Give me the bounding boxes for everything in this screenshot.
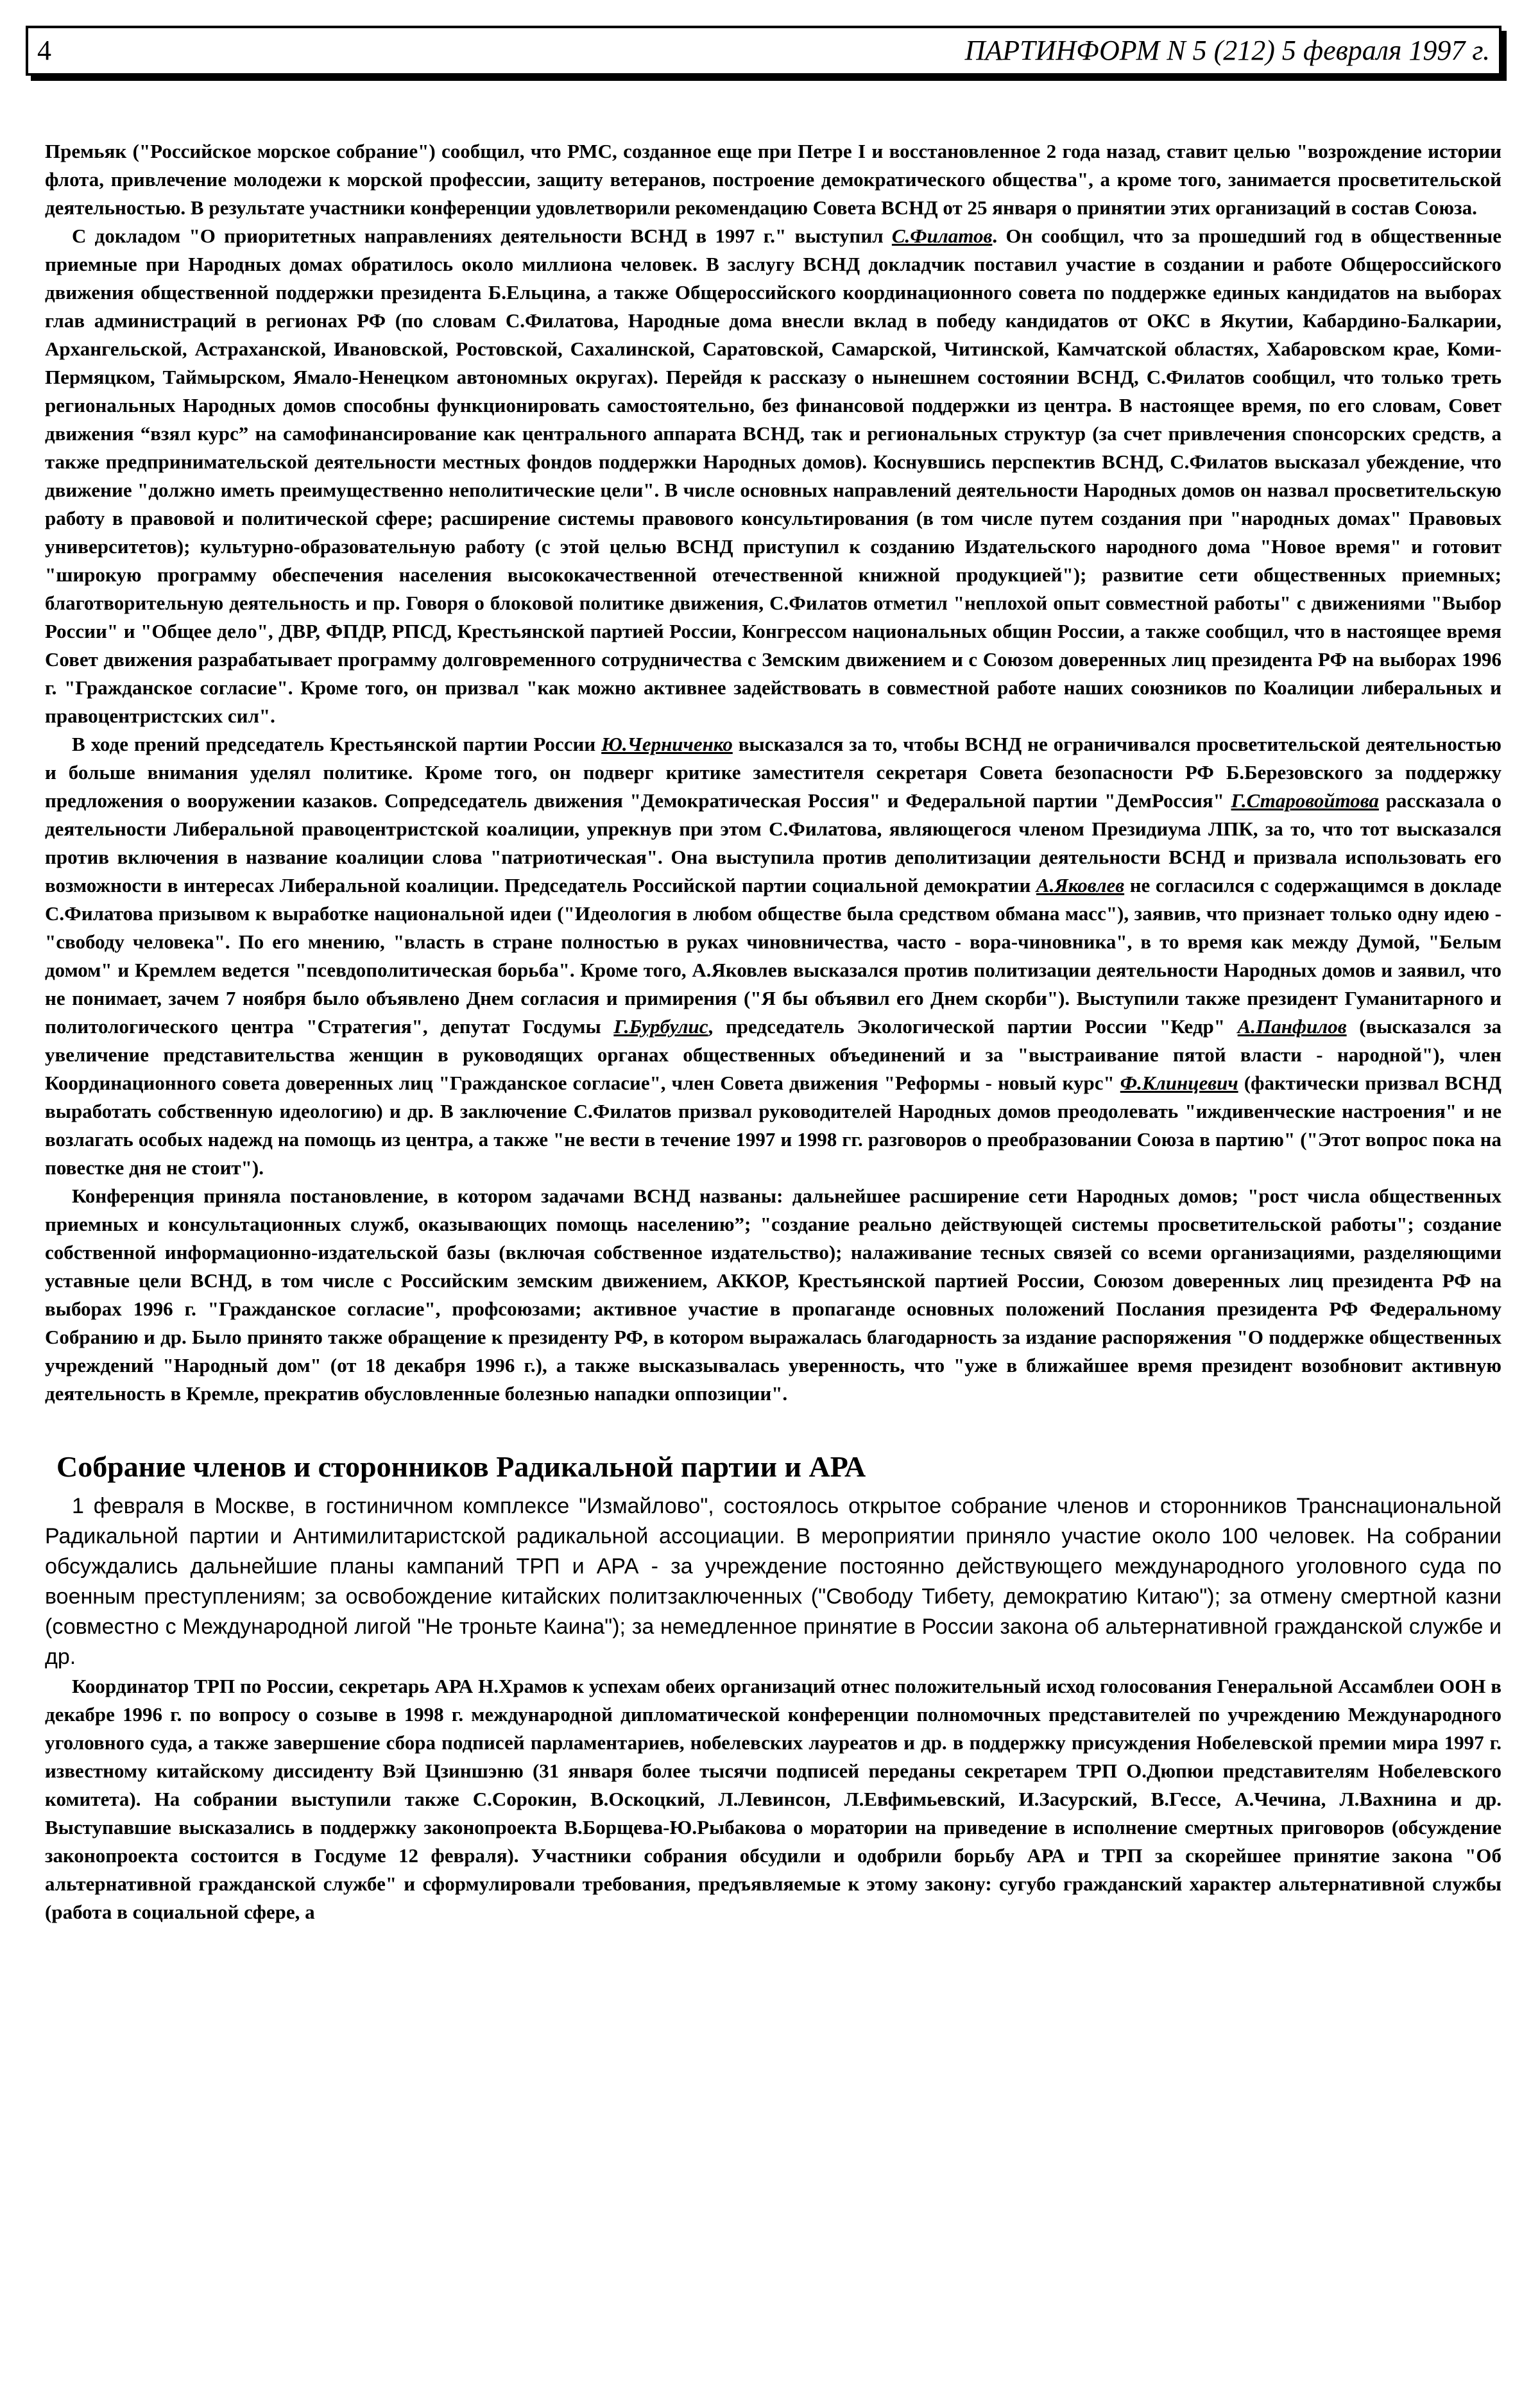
text-run: С докладом "О приоритетных направлениях деятельности ВСНД в 1997 г." выступил <box>72 225 892 247</box>
page-header <box>26 26 1502 76</box>
article-lead <box>26 1491 1502 1672</box>
newspaper-page <box>26 26 1502 1926</box>
person-name: Г.Старовойтова <box>1231 789 1379 812</box>
text-run: , председатель Экологической партии России "Кедр" <box>708 1015 1238 1038</box>
article-body <box>26 1672 1502 1926</box>
publication-title: ПАРТИНФОРМ N 5 (212) 5 февраля 1997 г. <box>964 35 1490 66</box>
person-name: С.Филатов <box>891 225 993 247</box>
person-name: Ю.Черниченко <box>601 733 733 755</box>
person-name: А.Яковлев <box>1036 874 1125 896</box>
paragraph: Премьяк ("Российское морское собрание") сообщил, что РМС, созданное еще при Петре I и восстановленное 2 года назад, ставит целью "возрождение истории флота, привлечение молодежи к морской профессии, защиту ветеранов, построение демократического общества", а кроме того, занимается просветительской деятельностью. В результате участники конференции удовлетворили рекомендацию Совета ВСНД от 25 января о принятии этих организаций в состав Союза. <box>45 140 1502 219</box>
text-run: высказался за то, чтобы ВСНД не ограничивался просветительской деятельностью и больше внимания уделял политике. Кроме того, он подверг критике заместителя секретаря Совета безопасности РФ Б.Березовского за поддержку предложения о вооружении казаков. Сопредседатель движения "Демократическая Россия" и Федеральной партии "ДемРоссия" <box>45 733 1502 812</box>
person-name: Г.Бурбулис <box>613 1015 708 1038</box>
paragraph: 1 февраля в Москве, в гостиничном комплексе "Измайлово", состоялось открытое собрание членов и сторонников Транснациональной Радикальной партии и Антимилитаристской радикальной ассоциации. В мероприятии приняло участие около 100 человек. На собрании обсуждались дальнейшие планы кампаний ТРП и АРА - за учреждение постоянно действующего международного уголовного суда по военным преступлениям; за освобождение китайских политзаключенных ("Свободу Тибету, демократию Китаю"); за отмену смертной казни (совместно с Международной лигой "Не троньте Каина"); за немедленное принятие в России закона об альтернативной гражданской службе и др. <box>45 1494 1502 1669</box>
article-vsnd-conference <box>26 137 1502 1408</box>
page-number: 4 <box>37 35 51 66</box>
paragraph <box>45 222 1502 730</box>
article-heading: Собрание членов и сторонников Радикальной партии и АРА <box>56 1450 866 1483</box>
person-name: Ф.Клинцевич <box>1120 1072 1238 1094</box>
text-run: (высказался за увеличение представительства женщин в руководящих органах общественных объединений и за "выстраивание пятой власти - народной"), член Координационного совета доверенных лиц "Гражданское согласие", член Совета движения "Реформы - новый курс" <box>45 1015 1502 1094</box>
text-run: (фактически призвал ВСНД выработать собственную идеологию) и др. В заключение С.Филатов призвал руководителей Народных домов преодолевать "иждивенческие настроения" и не возлагать особых надежд на помощь из центра, а также "не вести в течение 1997 и 1998 гг. разговоров о преобразовании Союза в партию" ("Этот вопрос пока на повестке дня не стоит"). <box>45 1072 1502 1179</box>
paragraph <box>45 730 1502 1182</box>
paragraph: Координатор ТРП по России, секретарь АРА Н.Храмов к успехам обеих организаций отнес положительный исход голосования Генеральной Ассамблеи ООН в декабре 1996 г. по вопросу о созыве в 1998 г. международной дипломатической конференции полномочных представителей по учреждению Международного уголовного суда, а также завершение сбора подписей парламентариев, нобелевских лауреатов и др. в поддержку присуждения Нобелевской премии мира 1997 г. известному китайскому диссиденту Вэй Цзиншэню (31 января более тысячи подписей переданы секретарем ТРП О.Дюпюи представителям Нобелевского комитета). На собрании выступили также С.Сорокин, В.Оскоцкий, Л.Левинсон, Л.Евфимьевский, И.Засурский, В.Гессе, А.Чечина, Л.Вахнина и др. Выступавшие высказались в поддержку законопроекта В.Борщева-Ю.Рыбакова о моратории на приведение в исполнение смертных приговоров (обсуждение законопроекта состоится в Госдуме 12 февраля). Участники собрания обсудили и одобрили борьбу АРА и ТРП за скорейшее принятие закона "Об альтернативной гражданской службе" и сформулировали требования, предъявляемые к этому закону: сугубо гражданский характер альтернативной службы (работа в социальной сфере, а <box>45 1675 1502 1923</box>
paragraph: Конференция приняла постановление, в котором задачами ВСНД названы: дальнейшее расширение сети Народных домов; "рост числа общественных приемных и консультационных служб, оказывающих помощь населению”; "создание реально действующей системы просветительской работы"; создание собственной информационно-издательской базы (включая собственное издательство); налаживание тесных связей со всеми организациями, разделяющими уставные цели ВСНД, в том числе с Российским земским движением, АККОР, Крестьянской партией России, Союзом доверенных лиц президента РФ на выборах 1996 г. "Гражданское согласие", профсоюзами; активное участие в пропаганде основных положений Послания президента РФ Федеральному Собранию и др. Было принято также обращение к президенту РФ, в котором выражалась благодарность за издание распоряжения "О поддержке общественных учреждений "Народный дом" (от 18 декабря 1996 г.), а также высказывалась уверенность, что "уже в ближайшее время президент возобновит активную деятельность в Кремле, прекратив обусловленные болезнью нападки оппозиции". <box>45 1185 1502 1405</box>
person-name: А.Панфилов <box>1237 1015 1347 1038</box>
text-run: В ходе прений председатель Крестьянской партии России <box>72 733 602 755</box>
text-run: . Он сообщил, что за прошедший год в общественные приемные при Народных домах обратилось около миллиона человек. В заслугу ВСНД докладчик поставил участие в создании и работе Общероссийского движения общественной поддержки президента Б.Ельцина, а также Общероссийского координационного совета по поддержке единых кандидатов на выборах глав администраций в регионах РФ (по словам С.Филатова, Народные дома внесли вклад в победу кандидатов от ОКС в Якутии, Кабардино-Балкарии, Архангельской, Астраханской, Ивановской, Ростовской, Сахалинской, Саратовской, Самарской, Читинской, Камчатской областях, Хабаровском крае, Коми-Пермяцком, Таймырском, Ямало-Ненецком автономных округах). Перейдя к рассказу о нынешнем состоянии ВСНД, С.Филатов сообщил, что только треть региональных Народных домов способны функционировать самостоятельно, без финансовой поддержки из центра. В настоящее время, по его словам, Совет движения “взял курс” на самофинансирование как центрального аппарата ВСНД, так и региональных структур (за счет привлечения спонсорских средств, а также предпринимательской деятельности местных фондов поддержки Народных домов). Коснувшись перспектив ВСНД, С.Филатов высказал убеждение, что движение "должно иметь преимущественно неполитические цели". В числе основных направлений деятельности Народных домов он назвал просветительскую работу в правовой и политической сфере; расширение системы правового консультирования (в том числе путем создания при "народных домах" Правовых университетов); культурно-образовательную работу (с этой целью ВСНД приступил к созданию Издательского народного дома "Новое время" и готовит "широкую программу обеспечения населения высококачественной отечественной книжной продукцией"); развитие сети общественных приемных; благотворительную деятельность и пр. Говоря о блоковой политике движения, С.Филатов отметил "неплохой опыт совместной работы" с движениями "Выбор России" и "Общее дело", ДВР, ФПДР, РПСД, Крестьянской партией России, Конгрессом национальных общин России, а также сообщил, что в настоящее время Совет движения разрабатывает программу долговременного сотрудничества с Земским движением и с Союзом доверенных лиц президента РФ на выборах 1996 г. "Гражданское согласие". Кроме того, он призвал "как можно активнее задействовать в совместной работе наших союзников по Коалиции либеральных и правоцентристских сил". <box>45 225 1502 727</box>
text-run: рассказала о деятельности Либеральной правоцентристской коалиции, упрекнув при этом С.Филатова, являющегося членом Президиума ЛПК, за то, что тот высказался против включения в название коалиции слова "патриотическая". Она выступила против деполитизации деятельности ВСНД и призвала использовать его возможности в интересах Либеральной коалиции. Председатель Российской партии социальной демократии <box>45 789 1502 896</box>
text-run: не согласился с содержащимся в докладе С.Филатова призывом к выработке национальной идеи ("Идеология в любом обществе была средством обмана масс"), заявив, что признает только одну идею - "свободу человека". По его мнению, "власть в стране полностью в руках чиновничества, часто - вора-чиновника", в то время как между Думой, "Белым домом" и Кремлем ведется "псевдополитическая борьба". Кроме того, А.Яковлев высказался против политизации деятельности Народных домов и заявил, что не понимает, зачем 7 ноября было объявлено Днем согласия и примирения ("Я бы объявил его Днем скорби"). Выступили также президент Гуманитарного и политологического центра "Стратегия", депутат Госдумы <box>45 874 1502 1038</box>
